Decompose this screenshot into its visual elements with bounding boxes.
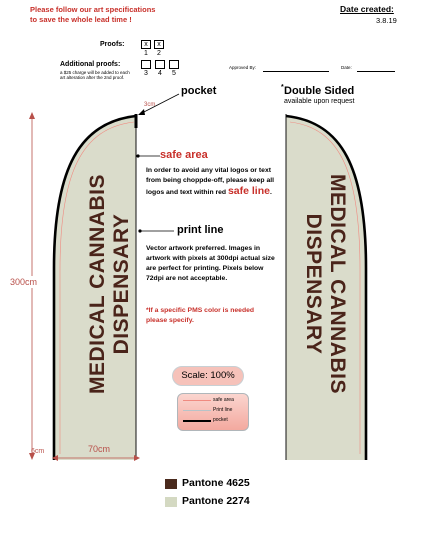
proof-number-1: 1 bbox=[144, 50, 148, 57]
approved-by-line[interactable] bbox=[263, 71, 329, 72]
date-created-label: Date created: bbox=[340, 4, 394, 14]
bottom-gap-label: 6cm bbox=[31, 448, 45, 455]
proof-checkbox-4[interactable] bbox=[155, 60, 165, 69]
pantone-2274-label: Pantone 2274 bbox=[182, 495, 250, 507]
print-line-pointer-dot bbox=[138, 229, 141, 232]
legend-pocket-swatch bbox=[183, 420, 211, 422]
art-spec-note-line2: to save the whole lead time ! bbox=[30, 15, 132, 24]
back-flag-text bbox=[301, 164, 349, 404]
pantone-2274-swatch bbox=[165, 497, 177, 507]
width-arrow-right bbox=[134, 455, 140, 461]
proof-checkbox-3[interactable] bbox=[141, 60, 151, 69]
proof-number-4: 4 bbox=[158, 70, 162, 77]
legend-print-line-swatch bbox=[183, 410, 211, 411]
proof-number-3: 3 bbox=[144, 70, 148, 77]
safe-line-term: safe line bbox=[227, 185, 270, 197]
pantone-4625-swatch bbox=[165, 479, 177, 489]
proof-number-5: 5 bbox=[172, 70, 176, 77]
additional-proofs-label: Additional proofs: bbox=[60, 61, 121, 68]
safe-area-period: . bbox=[269, 189, 272, 196]
art-spec-note bbox=[30, 5, 155, 25]
double-sided-marker: * bbox=[281, 84, 284, 91]
approval-date-line[interactable] bbox=[357, 71, 395, 72]
pantone-4625-label: Pantone 4625 bbox=[182, 477, 250, 489]
print-line-pointer bbox=[136, 225, 176, 237]
legend-print-line-label: Print line bbox=[213, 407, 233, 413]
print-line-text: Vector artwork preferred. Images in artwork with pixels at 300dpi actual size are perfect for printing. Pixels below 72dpi are not acceptable. bbox=[146, 245, 275, 282]
double-sided-subtitle: available upon request bbox=[284, 98, 355, 105]
pms-note: *If a specific PMS color is needed please specify. bbox=[146, 307, 255, 324]
safe-area-title: safe area bbox=[160, 149, 208, 161]
double-sided-title: Double Sided bbox=[284, 85, 355, 97]
front-flag-text bbox=[86, 164, 134, 404]
safe-area-pointer bbox=[134, 150, 162, 162]
date-created-value: 3.8.19 bbox=[376, 16, 397, 25]
front-flag-text-line2: DISPENSARY bbox=[110, 213, 133, 355]
approved-by-label: Approved By: bbox=[229, 65, 257, 70]
proof-number-2: 2 bbox=[157, 50, 161, 57]
line-legend bbox=[177, 393, 249, 431]
scale-badge: Scale: 100% bbox=[172, 366, 244, 386]
art-spec-note-line1: Please follow our art specifications bbox=[30, 5, 156, 14]
approval-date-label: Date: bbox=[341, 65, 352, 70]
proof-checkbox-1[interactable]: x bbox=[141, 40, 151, 49]
print-line-title: print line bbox=[177, 224, 224, 236]
safe-area-body: In order to avoid any vital logos or text from being choppde-off, please keep all logos and text within red bbox=[146, 167, 275, 196]
height-label: 300cm bbox=[10, 277, 38, 287]
legend-pocket-label: pocket bbox=[213, 417, 228, 423]
pocket-title: pocket bbox=[181, 85, 217, 97]
safe-area-pointer-dot bbox=[136, 154, 139, 157]
back-flag-text-line1: MEDICAL CANNABIS bbox=[326, 174, 349, 394]
additional-proofs-note: a $25 charge will be added to each art alteration after the 2nd proof. bbox=[60, 70, 130, 81]
pocket-size-label: 3cm bbox=[144, 102, 156, 108]
back-flag-text-line2: DISPENSARY bbox=[302, 213, 325, 355]
proof-checkbox-2[interactable]: x bbox=[154, 40, 164, 49]
width-arrow-left bbox=[52, 455, 58, 461]
height-arrow-top bbox=[29, 112, 35, 119]
front-flag-text-line1: MEDICAL CANNABIS bbox=[86, 174, 109, 394]
legend-safe-area-label: safe area bbox=[213, 397, 234, 403]
proofs-label: Proofs: bbox=[100, 41, 125, 48]
width-label: 70cm bbox=[88, 444, 111, 454]
proof-checkbox-5[interactable] bbox=[169, 60, 179, 69]
legend-safe-area-swatch bbox=[183, 400, 211, 401]
safe-area-text bbox=[146, 166, 276, 198]
